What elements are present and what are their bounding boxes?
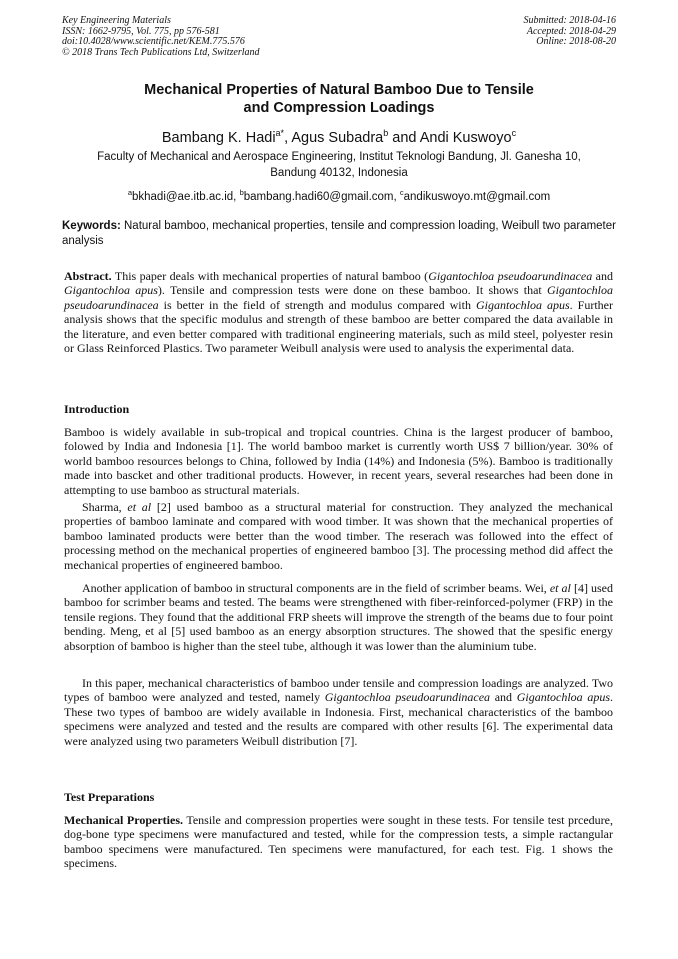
email-link[interactable]: bkhadi@ae.itb.ac.id — [131, 190, 234, 203]
author-sup: c — [511, 128, 517, 138]
journal-issn: ISSN: 1662-9795, Vol. 775, pp 576-581 — [62, 25, 220, 37]
et-al: et al — [127, 500, 152, 514]
species-name: Gigantochloa pseudoarundinacea — [324, 690, 491, 705]
et-al: et al — [549, 581, 571, 595]
intro-paragraph-2 — [64, 500, 613, 572]
title-line-1: Mechanical Properties of Natural Bamboo Due to Tensile — [144, 82, 534, 98]
author-emails — [62, 185, 616, 205]
intro-paragraph-4 — [64, 676, 613, 748]
email-sup: b — [239, 188, 244, 197]
author-name: Andi Kuswoyo — [419, 129, 512, 146]
intro-paragraph-3 — [64, 581, 613, 653]
paragraph-text: Another application of bamboo in structural components are in the field of scrimber beams. Wei, — [82, 581, 550, 595]
test-prep-paragraph — [64, 813, 613, 871]
keywords-label: Keywords: — [62, 220, 121, 232]
species-name: Gigantochloa apus — [64, 283, 158, 298]
submitted-date: Submitted: 2018-04-16 — [523, 15, 616, 26]
section-heading-introduction: Introduction — [64, 402, 130, 416]
paragraph-text: . These two types of bamboo are widely available in Indonesia. First, mechanical characteristics of the bamboo specimens were analyzed and tested and the results are compared with other results [6]. The experimental data were analyzed using two parameters Weibull distribution [7]. — [64, 690, 613, 748]
journal-copyright: © 2018 Trans Tech Publications Ltd, Switzerland — [62, 46, 260, 58]
paragraph-text: and — [490, 690, 517, 705]
species-name: Gigantochloa pseudoarundinacea — [428, 269, 593, 283]
abstract-text: and — [592, 269, 614, 283]
journal-name: Key Engineering Materials — [62, 15, 171, 26]
email-link[interactable]: andikuswoyo.mt@gmail.com — [403, 190, 551, 203]
author-name: Bambang K. Hadi — [161, 129, 276, 146]
email-separator: , — [233, 190, 240, 203]
affiliation-line-2: Bandung 40132, Indonesia — [270, 166, 408, 179]
keywords-text: Natural bamboo, mechanical properties, tensile and compression loading, Weibull two parameter analysis — [62, 220, 616, 247]
author-separator: , — [284, 129, 292, 146]
accepted-date: Accepted: 2018-04-29 — [526, 25, 616, 37]
author-separator: and — [388, 129, 420, 146]
subsection-label: Mechanical Properties. — [64, 813, 183, 827]
abstract-label: Abstract. — [64, 269, 112, 283]
author-sup: b — [383, 128, 389, 138]
affiliation — [62, 150, 616, 181]
species-name: Gigantochloa pseudoarundinacea — [64, 283, 613, 312]
abstract-text: is better in the field of strength and modulus compared with — [158, 297, 476, 312]
species-name: Gigantochloa apus — [516, 690, 610, 705]
email-sup: a — [127, 188, 132, 197]
author-list — [62, 124, 616, 147]
abstract-text: This paper deals with mechanical properties of natural bamboo ( — [111, 269, 429, 283]
email-sup: c — [399, 188, 404, 197]
email-link[interactable]: bambang.hadi60@gmail.com — [243, 190, 394, 203]
online-date: Online: 2018-08-20 — [536, 36, 616, 47]
title-line-2: and Compression Loadings — [243, 100, 435, 116]
affiliation-line-1: Faculty of Mechanical and Aerospace Engineering, Institut Teknologi Bandung, Jl. Ganesha 10, — [97, 151, 581, 163]
abstract-text: . Further analysis shows that the specific modulus and strength of these bamboo are better compared the data available in the literature, and even better compared with traditional engineering materials, such as mild steel, polyester resin or Glass Reinforced Plastics. Two parameter Weibull analysis were used to analysis the experimental data. — [64, 297, 613, 356]
intro-paragraph-1: Bamboo is widely available in sub-tropical and tropical countries. China is the largest producer of bamboo, folowed by India and Indonesia [1]. The world bamboo market is currently worth US$ 7 billion/year. 30% of world bamboo resources belongs to China, followed by India (14%) and Indonesia (5%). Bamboo is traditionally made into bascket and other traditional products. However, in recent years, several researches had been done in attempting to use bamboo as structural materials. — [64, 425, 613, 497]
abstract — [64, 269, 613, 355]
section-heading-test-preparations: Test Preparations — [64, 790, 155, 804]
author-name: Agus Subadra — [291, 129, 384, 146]
paper-title — [62, 81, 616, 117]
paragraph-text: [4] used bamboo for scrimber beams and tested. The beams were strengthened with fiber-reinforced-polymer (FRP) in the tensile regions. They found that the additional FRP sheets will improve the strength of the beams due to four point bending. Meng, et al [5] used bamboo as an energy absorption structures. The showed that the spesific energy absorption of bamboo is higher than the steel tube, although it was lower than the aluminium tube. — [64, 581, 614, 653]
journal-doi[interactable]: doi:10.4028/www.scientific.net/KEM.775.576 — [62, 36, 245, 47]
keywords — [62, 219, 616, 248]
paragraph-text: Sharma, — [82, 500, 128, 514]
paragraph-text: [2] used bamboo as a structural material for construction. They analyzed the mechanical properties of bamboo laminate and compared with wood timber. It was shown that the mechanical properties of bamboo laminated products were better than the wood timber. The reserach was followed into the effect of processing method on the mechanical properties of engineered bamboo [3]. The processing method did affect the mechanical properties of engineered bamboo. — [64, 500, 614, 572]
dates-header — [524, 16, 617, 48]
paragraph-text: In this paper, mechanical characteristics of bamboo under tensile and compression loadings are analyzed. Two types of bamboo were analyzed and tested, namely — [64, 676, 613, 705]
author-sup: a* — [275, 128, 285, 138]
abstract-text: ). Tensile and compression tests were done on these bamboo. It shows that — [157, 283, 547, 298]
journal-header — [62, 16, 260, 58]
paragraph-text: Tensile and compression properties were sought in these tests. For tensile test prcedure, dog-bone type specimens were manufactured and tested, while for the compression tests, a simple ractangular bamboo specimens were manufactured. Ten specimens were manufactured, for each test. Fig. 1 shows the specimens. — [64, 813, 613, 871]
species-name: Gigantochloa apus — [475, 297, 570, 312]
email-separator: , — [393, 190, 400, 203]
